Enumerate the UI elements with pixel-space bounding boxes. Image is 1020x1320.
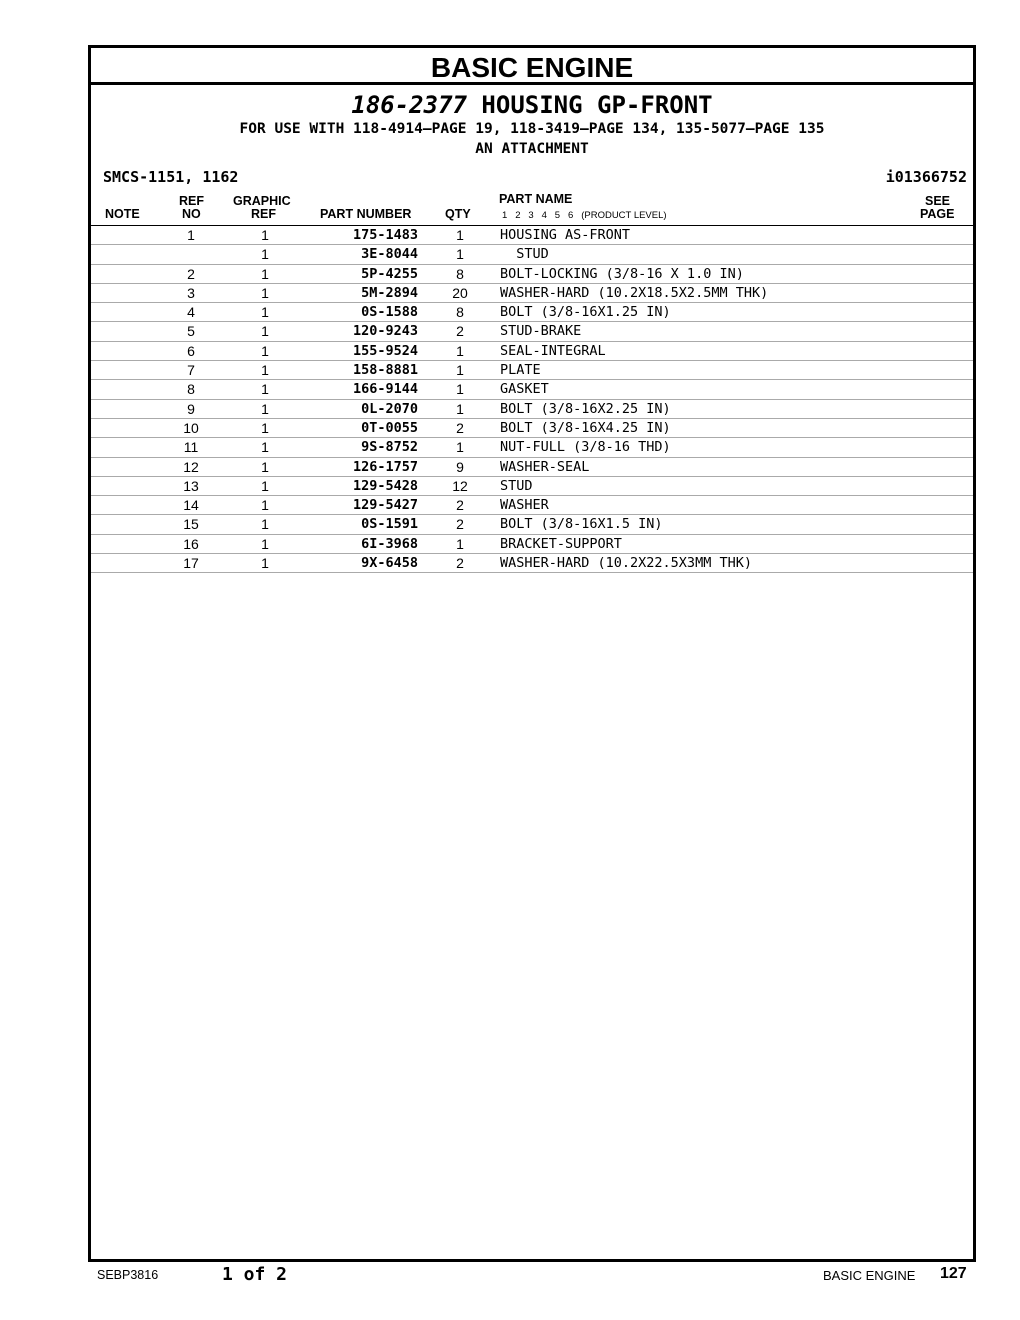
parts-list — [91, 226, 973, 573]
quantity: 20 — [452, 284, 468, 301]
col-qty: QTY — [445, 207, 471, 221]
part-number: 129-5427 — [352, 497, 418, 514]
graphic-ref: 1 — [261, 304, 269, 321]
ref-no: 5 — [187, 323, 195, 340]
part-name: WASHER-HARD (10.2X18.5X2.5MM THK) — [500, 284, 769, 301]
ref-no: 16 — [183, 535, 199, 552]
table-row — [91, 226, 973, 245]
graphic-ref: 1 — [261, 535, 269, 552]
table-row — [91, 458, 973, 477]
table-row — [91, 361, 973, 380]
table-row — [91, 515, 973, 534]
quantity: 2 — [456, 419, 464, 436]
table-row — [91, 380, 973, 399]
ref-no: 14 — [183, 497, 199, 514]
quantity: 2 — [456, 323, 464, 340]
part-number: 9S-8752 — [361, 439, 418, 456]
part-name: BOLT (3/8-16X4.25 IN) — [500, 419, 671, 436]
part-number: 158-8881 — [352, 362, 418, 379]
part-number: 0S-1591 — [361, 516, 418, 533]
part-name: BOLT (3/8-16X2.25 IN) — [500, 400, 671, 417]
part-name: BOLT-LOCKING (3/8-16 X 1.0 IN) — [500, 265, 744, 282]
ref-no: 1 — [187, 227, 195, 243]
graphic-ref: 1 — [261, 381, 269, 398]
graphic-ref: 1 — [261, 477, 269, 494]
table-row — [91, 400, 973, 419]
graphic-ref: 1 — [261, 555, 269, 572]
table-row — [91, 245, 973, 264]
table-row — [91, 265, 973, 284]
part-number: 0T-0055 — [361, 419, 418, 436]
graphic-ref: 1 — [261, 284, 269, 301]
part-number: 0L-2070 — [361, 400, 418, 417]
col-see-bottom: PAGE — [920, 207, 955, 221]
ref-no: 13 — [183, 477, 199, 494]
graphic-ref: 1 — [261, 342, 269, 359]
ref-no: 4 — [187, 304, 195, 321]
ref-no: 11 — [183, 439, 199, 456]
part-number: 126-1757 — [352, 458, 418, 475]
graphic-ref: 1 — [261, 400, 269, 417]
page-number: 127 — [940, 1265, 967, 1282]
table-row — [91, 438, 973, 457]
part-name: PLATE — [500, 362, 541, 379]
ref-no: 15 — [183, 516, 199, 533]
quantity: 1 — [456, 362, 464, 379]
part-number: 5P-4255 — [361, 265, 418, 282]
page-footer — [0, 1262, 1020, 1292]
table-row — [91, 477, 973, 496]
table-row — [91, 342, 973, 361]
ref-no: 12 — [183, 458, 199, 475]
quantity: 1 — [456, 439, 464, 456]
part-name: BRACKET-SUPPORT — [500, 535, 622, 552]
ref-no: 17 — [183, 555, 199, 572]
part-name: STUD-BRAKE — [500, 323, 582, 340]
table-row — [91, 303, 973, 322]
quantity: 8 — [456, 265, 464, 282]
for-use-with: FOR USE WITH 118-4914—PAGE 19, 118-3419—PAGE 134, 135-5077—PAGE 135 — [239, 121, 825, 137]
part-number: 6I-3968 — [361, 535, 418, 552]
part-number: 5M-2894 — [361, 284, 418, 301]
table-row — [91, 419, 973, 438]
graphic-ref: 1 — [261, 323, 269, 340]
graphic-ref: 1 — [261, 246, 269, 263]
group-title — [91, 91, 973, 119]
table-row — [91, 535, 973, 554]
col-part-number: PART NUMBER — [320, 207, 412, 221]
column-header — [91, 191, 973, 226]
part-number: 9X-6458 — [361, 555, 418, 572]
col-ref-bottom: NO — [182, 207, 201, 221]
part-name: GASKET — [500, 381, 549, 398]
part-name: BOLT (3/8-16X1.25 IN) — [500, 304, 671, 321]
part-number: 0S-1588 — [361, 304, 418, 321]
page-of: 1 of 2 — [222, 1264, 288, 1285]
ref-no: 9 — [187, 400, 195, 417]
table-row — [91, 496, 973, 515]
part-name: STUD — [500, 477, 533, 494]
quantity: 9 — [456, 458, 464, 475]
part-number: 155-9524 — [352, 342, 418, 359]
ref-no: 8 — [187, 381, 195, 398]
quantity: 8 — [456, 304, 464, 321]
quantity: 1 — [456, 246, 464, 263]
footer-section: BASIC ENGINE — [823, 1268, 916, 1283]
table-row — [91, 284, 973, 303]
graphic-ref: 1 — [261, 265, 269, 282]
parts-page-frame — [88, 45, 976, 1262]
quantity: 2 — [456, 516, 464, 533]
quantity: 1 — [456, 342, 464, 359]
quantity: 12 — [452, 477, 468, 494]
ref-no: 7 — [187, 362, 195, 379]
part-name: WASHER-SEAL — [500, 458, 590, 475]
part-name: WASHER — [500, 497, 549, 514]
part-number: 129-5428 — [352, 477, 418, 494]
group-number: 186-2377 — [351, 91, 467, 119]
part-number: 120-9243 — [352, 323, 418, 340]
table-row — [91, 554, 973, 573]
graphic-ref: 1 — [261, 419, 269, 436]
ref-no: 6 — [187, 342, 195, 359]
quantity: 2 — [456, 497, 464, 514]
illustration-id: i01366752 — [885, 168, 967, 186]
ref-no: 10 — [183, 419, 199, 436]
smcs-code: SMCS-1151, 1162 — [103, 168, 239, 186]
col-graphic-top: GRAPHIC — [233, 194, 291, 208]
part-name: WASHER-HARD (10.2X22.5X3MM THK) — [500, 555, 752, 572]
graphic-ref: 1 — [261, 439, 269, 456]
col-note: NOTE — [105, 207, 140, 221]
ref-no: 3 — [187, 284, 195, 301]
quantity: 1 — [456, 400, 464, 417]
graphic-ref: 1 — [261, 362, 269, 379]
part-number: 175-1483 — [352, 227, 418, 243]
smcs-row — [103, 167, 967, 187]
part-name: SEAL-INTEGRAL — [500, 342, 606, 359]
col-product-levels: 1 2 3 4 5 6 (PRODUCT LEVEL) — [502, 210, 667, 221]
part-name: HOUSING AS-FRONT — [500, 227, 631, 243]
part-name: BOLT (3/8-16X1.5 IN) — [500, 516, 663, 533]
part-name: STUD — [500, 246, 549, 263]
graphic-ref: 1 — [261, 458, 269, 475]
graphic-ref: 1 — [261, 516, 269, 533]
part-number: 3E-8044 — [361, 246, 418, 263]
graphic-ref: 1 — [261, 227, 269, 243]
attachment-label: AN ATTACHMENT — [475, 141, 589, 157]
col-ref-top: REF — [179, 194, 204, 208]
quantity: 2 — [456, 555, 464, 572]
col-see-top: SEE — [925, 194, 951, 208]
quantity: 1 — [456, 381, 464, 398]
quantity: 1 — [456, 535, 464, 552]
part-number: 166-9144 — [352, 381, 418, 398]
graphic-ref: 1 — [261, 497, 269, 514]
table-row — [91, 322, 973, 341]
col-part-name: PART NAME — [499, 192, 573, 206]
part-name: NUT-FULL (3/8-16 THD) — [500, 439, 671, 456]
document-number: SEBP3816 — [97, 1268, 159, 1282]
ref-no: 2 — [187, 265, 195, 282]
quantity: 1 — [456, 227, 464, 243]
group-name: HOUSING GP-FRONT — [481, 91, 713, 119]
section-title: BASIC ENGINE — [91, 48, 973, 85]
col-graphic-bottom: REF — [251, 207, 276, 221]
